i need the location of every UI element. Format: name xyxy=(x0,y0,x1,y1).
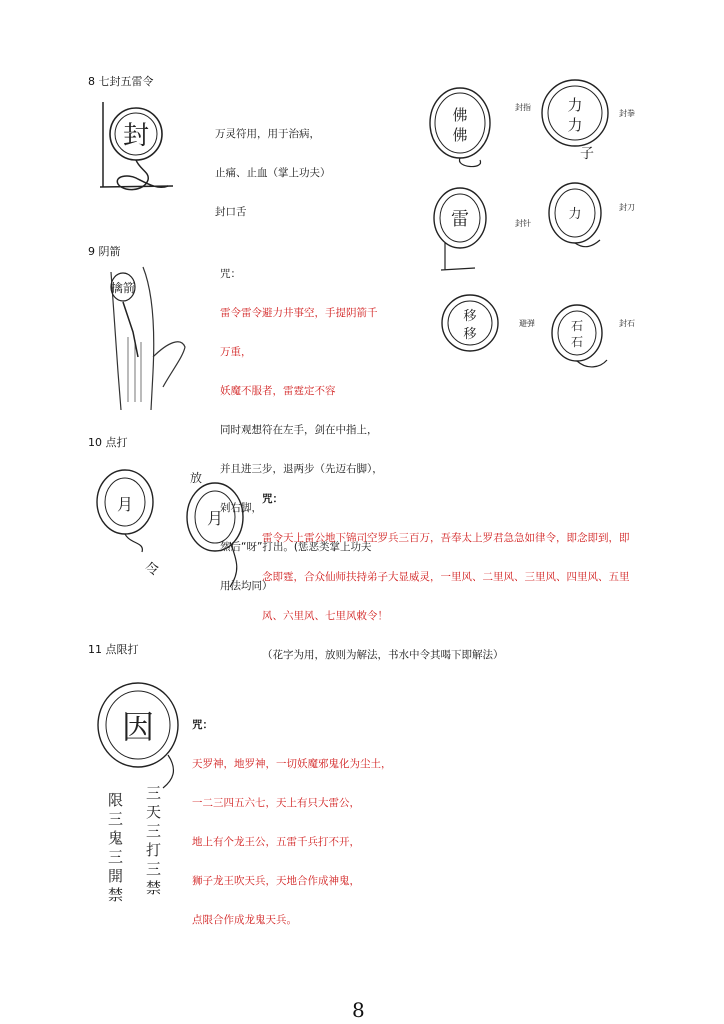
talisman-fo xyxy=(430,88,490,167)
label-bi-dan: 避弹 xyxy=(519,319,535,328)
s11-line-3: 地上有个龙王公，五雷千兵打不开， xyxy=(192,835,360,848)
section-11-text xyxy=(192,696,392,950)
svg-text:力: 力 xyxy=(567,116,583,134)
s9-line-2: 雷令雷令避力井事空，手提阴箭千 xyxy=(220,306,378,319)
s9-line-1: 咒： xyxy=(220,267,241,280)
svg-text:三天三打三禁: 三天三打三禁 xyxy=(144,785,162,899)
svg-text:佛: 佛 xyxy=(452,126,468,144)
svg-text:因: 因 xyxy=(121,708,155,746)
s10-note: （花字为用，放则为解法，书水中令其喝下即解法） xyxy=(262,648,504,661)
s9-line-9: 用法均同） xyxy=(220,579,273,592)
s9-line-3: 万重， xyxy=(220,345,252,358)
svg-text:力: 力 xyxy=(567,96,583,114)
label-feng-zhi: 封指 xyxy=(515,103,531,112)
s11-line-4: 狮子龙王吹天兵，天地合作成神鬼， xyxy=(192,874,360,887)
svg-text:石: 石 xyxy=(570,335,584,349)
svg-text:移: 移 xyxy=(463,327,477,342)
svg-text:石: 石 xyxy=(570,319,584,333)
svg-text:令: 令 xyxy=(145,562,159,578)
s8-line-3: 封口舌 xyxy=(215,205,247,218)
s9-line-7: 剁右脚， xyxy=(220,501,262,514)
label-feng-shi: 封石 xyxy=(619,319,635,328)
talisman-li xyxy=(542,80,608,162)
svg-text:力: 力 xyxy=(568,207,582,222)
section-8-text xyxy=(215,105,331,242)
s8-line-1: 万灵符用，用于治病， xyxy=(215,127,320,140)
s11-line-2: 一二三四五六七，天上有只大雷公， xyxy=(192,796,360,809)
label-feng-dao: 封刀 xyxy=(619,203,635,212)
s9-line-5: 同时观想符在左手，剑在中指上， xyxy=(220,423,378,436)
s11-zhou: 咒： xyxy=(192,718,213,731)
s11-line-5: 点限合作成龙鬼天兵。 xyxy=(192,913,297,926)
talisman-feng-image xyxy=(88,92,203,207)
page-number: 8 xyxy=(352,998,365,1022)
svg-text:月: 月 xyxy=(206,509,224,528)
svg-text:移: 移 xyxy=(463,309,477,324)
s9-line-8: 然后“呀”打出。(惩恶类掌上功夫 xyxy=(220,540,372,553)
label-feng-quan: 封拳 xyxy=(619,109,635,118)
s10-line-1: 雷令天上雷公地下锦司空罗兵三百万，吾奉太上罗君急急如律令，即念即到，即 xyxy=(262,531,630,544)
s11-line-1: 天罗神，地罗神，一切妖魔邪鬼化为尘土， xyxy=(192,757,392,770)
diandai-talisman-image xyxy=(90,462,250,602)
talisman-grid-image xyxy=(415,68,640,388)
s10-line-3: 风、六里风、七里风敕令！ xyxy=(262,609,388,622)
section-10-heading: 10 点打 xyxy=(88,436,128,449)
talisman-feng-char: 封 xyxy=(122,121,150,151)
section-11-heading: 11 点限打 xyxy=(88,643,139,656)
dianxian-talisman-image xyxy=(93,680,183,920)
section-10-text xyxy=(262,470,652,685)
svg-text:月: 月 xyxy=(116,495,134,514)
s9-line-6: 并且进三步，退两步（先迈右脚）， xyxy=(220,462,383,475)
palm-chars: 擒箭 xyxy=(110,281,136,295)
s10-zhou: 咒： xyxy=(262,492,283,505)
svg-text:雷: 雷 xyxy=(451,209,469,230)
s8-line-2: 止痛、止血（掌上功夫） xyxy=(215,166,331,179)
talisman-lei xyxy=(434,188,486,270)
label-feng-zhen: 封针 xyxy=(515,219,531,228)
palm-talisman-image xyxy=(93,262,193,412)
s9-line-4: 妖魔不服者，雷霆定不容 xyxy=(220,384,336,397)
talisman-shi xyxy=(552,305,607,367)
svg-text:放: 放 xyxy=(190,471,203,485)
svg-text:限三鬼三開禁: 限三鬼三開禁 xyxy=(106,792,124,906)
section-9-heading: 9 阴箭 xyxy=(88,245,121,258)
talisman-yi xyxy=(442,295,498,351)
svg-text:子: 子 xyxy=(580,146,594,162)
talisman-li-2 xyxy=(549,183,601,247)
section-8-heading: 8 七封五雷令 xyxy=(88,75,154,88)
svg-text:佛: 佛 xyxy=(452,106,468,124)
s10-line-2: 念即霆，合众仙师扶持弟子大显威灵，一里风、二里风、三里风、四里风、五里 xyxy=(262,570,630,583)
